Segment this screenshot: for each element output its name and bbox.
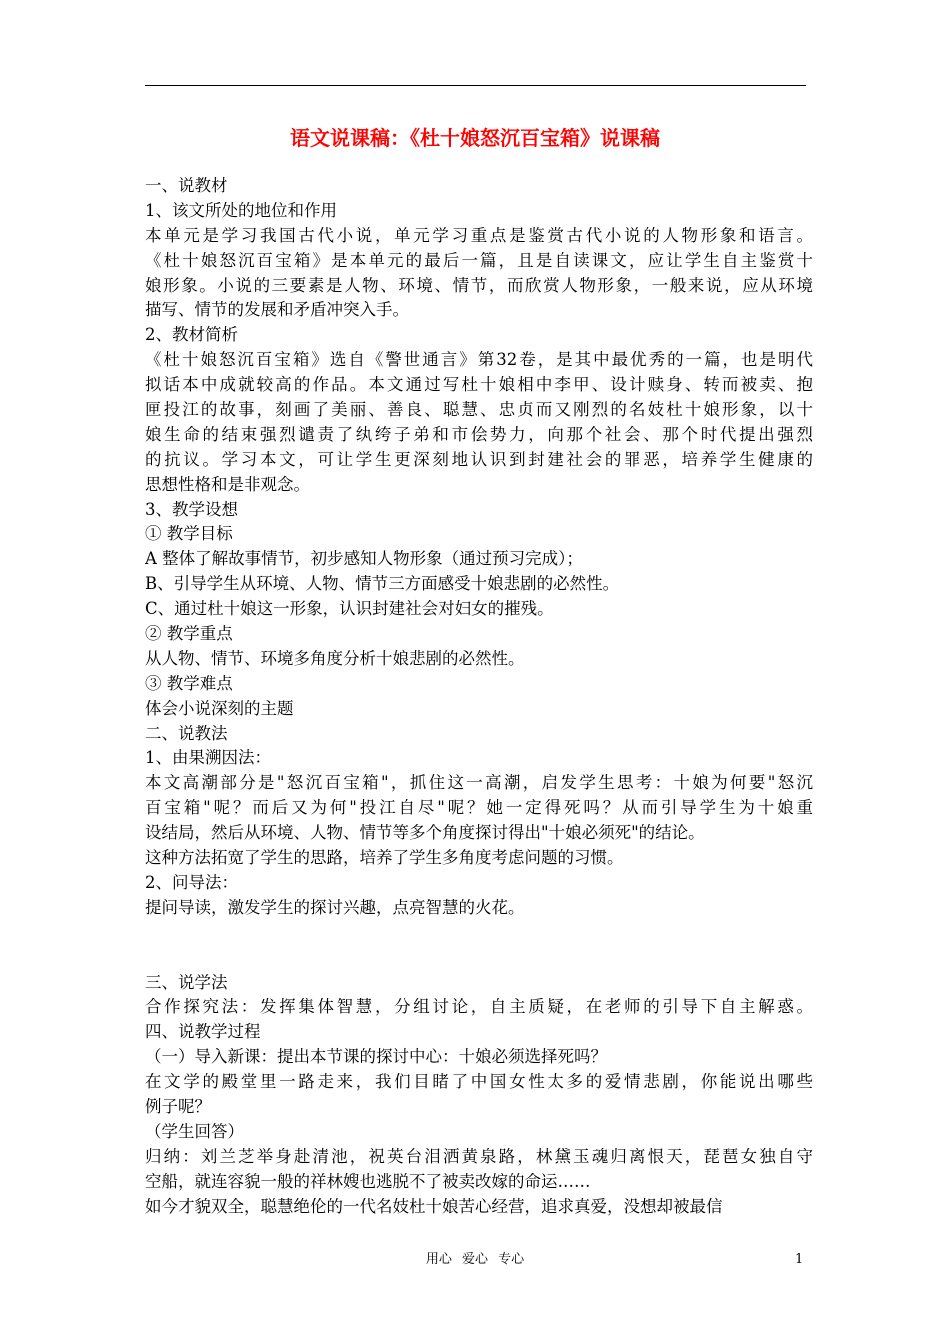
document-body [145,174,813,1219]
text-line: 的抗议。学习本文，可让学生更深刻地认识到封建社会的罪恶，培养学生健康的 [145,449,813,469]
text-line: 思想性格和是非观念。 [145,474,310,494]
page-number: 1 [795,1252,804,1267]
text-line: ② 教学重点 [145,624,233,644]
text-line: 这种方法拓宽了学生的思路，培养了学生多角度考虑问题的习惯。 [145,848,624,868]
text-line: C、通过杜十娘这一形象，认识封建社会对妇女的摧残。 [145,599,554,619]
text-line: 拟话本中成就较高的作品。本文通过写杜十娘相中李甲、设计赎身、转而被卖、抱 [145,375,813,395]
text-line [145,921,813,946]
text-line: 1、该文所处的地位和作用 [145,200,337,220]
text-line: 从人物、情节、环境多角度分析十娘悲剧的必然性。 [145,648,525,668]
text-line: 2、教材简析 [145,325,238,345]
text-line: 3、教学设想 [145,499,238,519]
text-line: 归纳：刘兰芝举身赴清池，祝英台泪洒黄泉路，林黛玉魂归离恨天，琵琶女独自守 [145,1146,813,1166]
text-line: 《杜十娘怒沉百宝箱》选自《警世通言》第32卷，是其中最优秀的一篇，也是明代 [145,350,813,370]
text-line: 1、由果溯因法： [145,748,271,768]
text-line: 合作探究法：发挥集体智慧，分组讨论，自主质疑，在老师的引导下自主解惑。 [145,997,813,1017]
text-line: 四、说教学过程 [145,1022,261,1042]
text-line [145,946,813,971]
text-line: （一）导入新课：提出本节课的探讨中心：十娘必须选择死吗？ [145,1047,607,1067]
text-line: 2、问导法： [145,872,238,892]
header-rule [145,85,806,86]
text-line: 提问导读，激发学生的探讨兴趣，点亮智慧的火花。 [145,897,525,917]
text-line: 如今才貌双全，聪慧绝伦的一代名妓杜十娘苦心经营，追求真爱，没想却被最信 [145,1196,723,1216]
text-line: 娘形象。小说的三要素是人物、环境、情节，而欣赏人物形象，一般来说，应从环境 [145,275,813,295]
text-line: ③ 教学难点 [145,673,233,693]
text-line: 描写、情节的发展和矛盾冲突入手。 [145,300,409,320]
document-title: 语文说课稿：《杜十娘怒沉百宝箱》说课稿 [290,126,660,150]
text-line: 匣投江的故事，刻画了美丽、善良、聪慧、忠贞而又刚烈的名妓杜十娘形象，以十 [145,400,813,420]
text-line: A 整体了解故事情节，初步感知人物形象（通过预习完成）； [145,549,583,569]
text-line: B、引导学生从环境、人物、情节三方面感受十娘悲剧的必然性。 [145,574,620,594]
text-line: 二、说教法 [145,723,228,743]
text-line: （学生回答） [145,1121,244,1141]
text-line: 在文学的殿堂里一路走来，我们目睹了中国女性太多的爱情悲剧，你能说出哪些 [145,1072,813,1092]
text-line: 一、说教材 [145,176,228,195]
footer-motto: 用心 爱心 专心 [425,1252,525,1267]
text-line: 三、说学法 [145,972,228,992]
text-line: 空船，就连容貌一般的祥林嫂也逃脱不了被卖改嫁的命运…… [145,1171,591,1191]
text-line: 本文高潮部分是"怒沉百宝箱"，抓住这一高潮，启发学生思考：十娘为何要"怒沉 [145,773,813,793]
text-line: 百宝箱"呢？而后又为何"投江自尽"呢？她一定得死吗？从而引导学生为十娘重 [145,798,813,818]
text-line: ① 教学目标 [145,524,233,544]
text-line: 体会小说深刻的主题 [145,698,294,718]
text-line: 本单元是学习我国古代小说，单元学习重点是鉴赏古代小说的人物形象和语言。 [145,225,813,245]
page-footer [0,1250,950,1270]
text-line: 娘生命的结束强烈谴责了纨绔子弟和市侩势力，向那个社会、那个时代提出强烈 [145,424,813,444]
text-line: 设结局，然后从环境、人物、情节等多个角度探讨得出"十娘必须死"的结论。 [145,823,705,843]
text-line: 例子呢？ [145,1096,211,1116]
text-line: 《杜十娘怒沉百宝箱》是本单元的最后一篇，且是自读课文，应让学生自主鉴赏十 [145,250,813,270]
